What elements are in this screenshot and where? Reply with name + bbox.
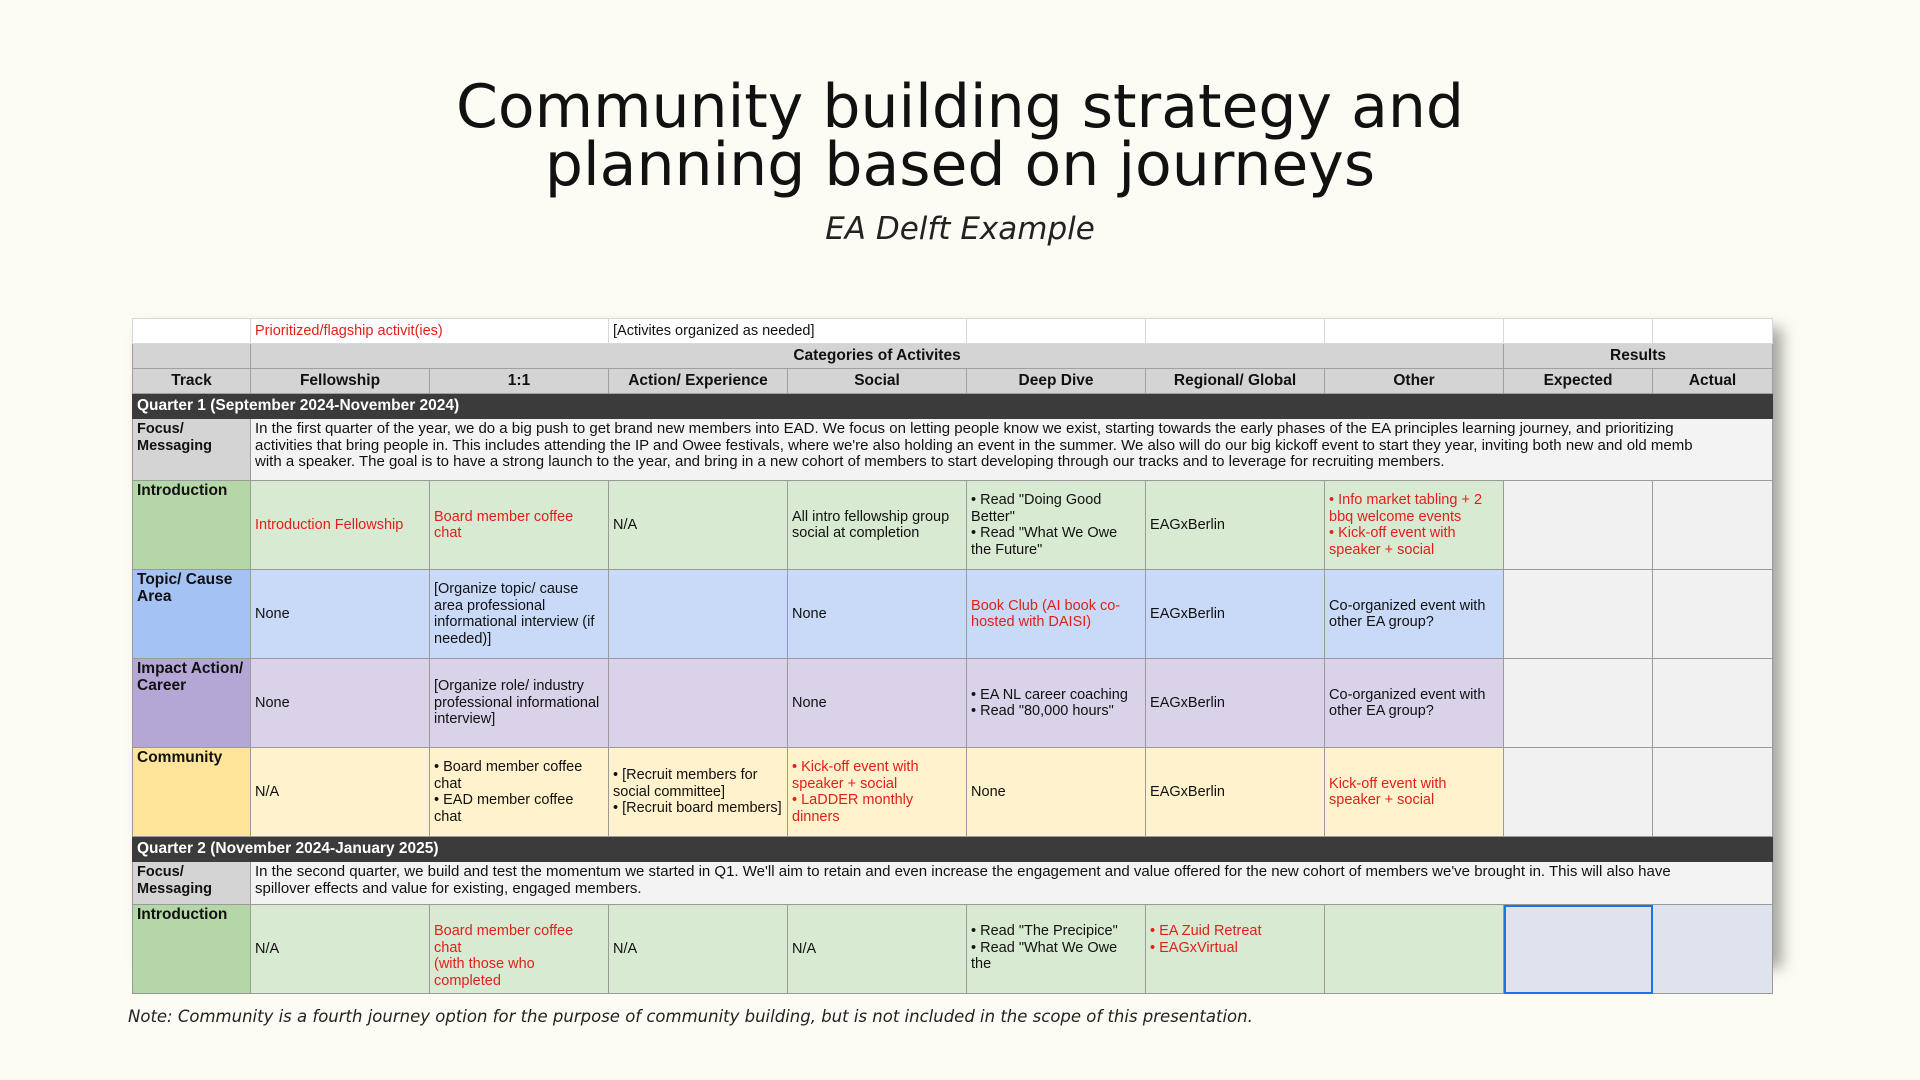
slide-title: [0, 72, 1920, 200]
col-header-other[interactable]: Other: [1325, 369, 1504, 394]
q2-intro-social[interactable]: N/A: [788, 905, 967, 994]
q2-intro-one-on-one[interactable]: [430, 905, 609, 994]
col-header-actual[interactable]: Actual: [1653, 369, 1773, 394]
q1-community-expected[interactable]: [1504, 748, 1653, 837]
list-item: • EAD member coffee chat: [434, 792, 574, 825]
q1-track-community[interactable]: Community: [133, 748, 251, 837]
q1-community-one-on-one[interactable]: [430, 748, 609, 837]
q1-community-regional[interactable]: EAGxBerlin: [1146, 748, 1325, 837]
q1-topic-social[interactable]: None: [788, 570, 967, 659]
q2-intro-deep-dive[interactable]: [967, 905, 1146, 994]
list-item: (with those who completed: [434, 956, 535, 989]
empty-cell[interactable]: [133, 319, 251, 344]
q1-topic-expected[interactable]: [1504, 570, 1653, 659]
list-item: • Info market tabling + 2 bbq welcome events: [1329, 492, 1483, 525]
empty-cell[interactable]: [1325, 319, 1504, 344]
col-header-track[interactable]: Track: [133, 369, 251, 394]
list-item: • EA NL career coaching: [971, 686, 1128, 703]
col-header-social[interactable]: Social: [788, 369, 967, 394]
quarter-1-header[interactable]: Quarter 1 (September 2024-November 2024): [133, 394, 1773, 419]
col-header-regional[interactable]: Regional/ Global: [1146, 369, 1325, 394]
col-header-one-on-one[interactable]: 1:1: [430, 369, 609, 394]
q1-topic-fellowship[interactable]: None: [251, 570, 430, 659]
list-item: Board member coffee chat: [434, 923, 574, 956]
q1-community-action[interactable]: [609, 748, 788, 837]
footnote: Note: Community is a fourth journey option for the purpose of community building, but is not included in the scope of this presentation.: [128, 1007, 1253, 1026]
slide-subtitle: EA Delft Example: [825, 211, 1095, 247]
q1-community-deep-dive[interactable]: None: [967, 748, 1146, 837]
q1-track-introduction[interactable]: Introduction: [133, 481, 251, 570]
quarter-2-header[interactable]: Quarter 2 (November 2024-January 2025): [133, 837, 1773, 862]
q1-impact-deep-dive[interactable]: [967, 659, 1146, 748]
q2-track-introduction[interactable]: Introduction: [133, 905, 251, 994]
q1-impact-expected[interactable]: [1504, 659, 1653, 748]
q1-intro-action[interactable]: N/A: [609, 481, 788, 570]
q2-intro-regional[interactable]: [1146, 905, 1325, 994]
q2-intro-actual[interactable]: [1653, 905, 1773, 994]
legend-prioritized[interactable]: Prioritized/flagship activit(ies): [251, 319, 609, 344]
list-item: • [Recruit board members]: [613, 800, 782, 817]
q2-focus-label[interactable]: Focus/ Messaging: [133, 862, 251, 905]
col-header-fellowship[interactable]: Fellowship: [251, 369, 430, 394]
title-line-1: Community building strategy and: [456, 72, 1464, 142]
q2-focus-line-1: In the second quarter, we build and test the momentum we started in Q1. We'll aim to retain and even increase the engagement and value offered for the new cohort of members we've brought in. This will also have: [255, 863, 1671, 880]
list-item: • [Recruit members for social committee]: [613, 767, 758, 800]
q1-track-topic[interactable]: Topic/ Cause Area: [133, 570, 251, 659]
q1-topic-regional[interactable]: EAGxBerlin: [1146, 570, 1325, 659]
legend-as-needed[interactable]: [Activites organized as needed]: [609, 319, 967, 344]
q1-intro-one-on-one[interactable]: Board member coffee chat: [430, 481, 609, 570]
q1-intro-actual[interactable]: [1653, 481, 1773, 570]
q1-topic-action[interactable]: [609, 570, 788, 659]
title-line-2: planning based on journeys: [544, 130, 1376, 200]
q2-intro-other[interactable]: [1325, 905, 1504, 994]
list-item: • Read "What We Owe the: [971, 939, 1118, 972]
q1-intro-regional[interactable]: EAGxBerlin: [1146, 481, 1325, 570]
list-item: • Read "What We Owe the Future": [971, 525, 1118, 558]
empty-cell[interactable]: [1146, 319, 1325, 344]
q2-focus-line-2: spillover effects and value for existing, engaged members.: [255, 879, 642, 897]
q1-focus-line-3: with a speaker. The goal is to have a strong launch to the year, and bring in a new cohort of members to start developing through our tracks and to leverage for recruiting members.: [255, 453, 1445, 470]
q1-impact-actual[interactable]: [1653, 659, 1773, 748]
spreadsheet-screenshot: [132, 318, 1772, 989]
list-item: • Board member coffee chat: [434, 759, 583, 792]
q1-focus-line-2: activities that bring people in. This includes attending the IP and Owee festivals, where we're also holding an event in the summer. We also will do our big kickoff event to start they year, inviting both new and old memb: [255, 436, 1693, 454]
list-item: • EAGxVirtual: [1150, 939, 1238, 956]
q1-impact-regional[interactable]: EAGxBerlin: [1146, 659, 1325, 748]
q1-community-actual[interactable]: [1653, 748, 1773, 837]
q1-impact-social[interactable]: None: [788, 659, 967, 748]
empty-cell[interactable]: [1504, 319, 1653, 344]
planning-table: [132, 318, 1773, 994]
q1-topic-other[interactable]: Co-organized event with other EA group?: [1325, 570, 1504, 659]
categories-header[interactable]: Categories of Activites: [251, 344, 1504, 369]
empty-cell[interactable]: [1653, 319, 1773, 344]
q1-intro-fellowship[interactable]: Introduction Fellowship: [251, 481, 430, 570]
q2-intro-fellowship[interactable]: N/A: [251, 905, 430, 994]
list-item: • Read "80,000 hours": [971, 703, 1114, 719]
q1-topic-deep-dive[interactable]: Book Club (AI book co-hosted with DAISI): [967, 570, 1146, 659]
q1-impact-other[interactable]: Co-organized event with other EA group?: [1325, 659, 1504, 748]
q1-impact-fellowship[interactable]: None: [251, 659, 430, 748]
q1-community-other[interactable]: Kick-off event with speaker + social: [1325, 748, 1504, 837]
q1-intro-deep-dive[interactable]: [967, 481, 1146, 570]
col-header-deep-dive[interactable]: Deep Dive: [967, 369, 1146, 394]
q2-focus-text[interactable]: [251, 862, 1773, 905]
q1-community-social[interactable]: [788, 748, 967, 837]
list-item: • Read "Doing Good Better": [971, 492, 1102, 525]
q1-topic-one-on-one[interactable]: [Organize topic/ cause area professional informational interview (if needed)]: [430, 570, 609, 659]
list-item: • EA Zuid Retreat: [1150, 923, 1262, 939]
q2-intro-expected[interactable]: [1504, 905, 1653, 994]
q1-intro-other[interactable]: [1325, 481, 1504, 570]
col-header-action[interactable]: Action/ Experience: [609, 369, 788, 394]
q1-impact-action[interactable]: [609, 659, 788, 748]
q1-community-fellowship[interactable]: N/A: [251, 748, 430, 837]
list-item: • Kick-off event with speaker + social: [1329, 525, 1456, 558]
list-item: • Kick-off event with speaker + social: [792, 759, 919, 792]
q1-impact-one-on-one[interactable]: [Organize role/ industry professional informational interview]: [430, 659, 609, 748]
q1-intro-expected[interactable]: [1504, 481, 1653, 570]
q1-topic-actual[interactable]: [1653, 570, 1773, 659]
q1-track-impact[interactable]: Impact Action/ Career: [133, 659, 251, 748]
list-item: • Read "The Precipice": [971, 923, 1118, 939]
q1-focus-text[interactable]: [251, 419, 1773, 481]
q1-focus-label[interactable]: Focus/ Messaging: [133, 419, 251, 481]
empty-header-cell[interactable]: [133, 344, 251, 369]
results-header[interactable]: Results: [1504, 344, 1773, 369]
q1-focus-line-1: In the first quarter of the year, we do a big push to get brand new members into EAD. We focus on letting people know we exist, starting towards the early phases of the EA principles learning journey, and prioritizing: [255, 420, 1674, 437]
q2-intro-action[interactable]: N/A: [609, 905, 788, 994]
q1-intro-social[interactable]: All intro fellowship group social at completion: [788, 481, 967, 570]
empty-cell[interactable]: [967, 319, 1146, 344]
col-header-expected[interactable]: Expected: [1504, 369, 1653, 394]
list-item: • LaDDER monthly dinners: [792, 792, 914, 825]
